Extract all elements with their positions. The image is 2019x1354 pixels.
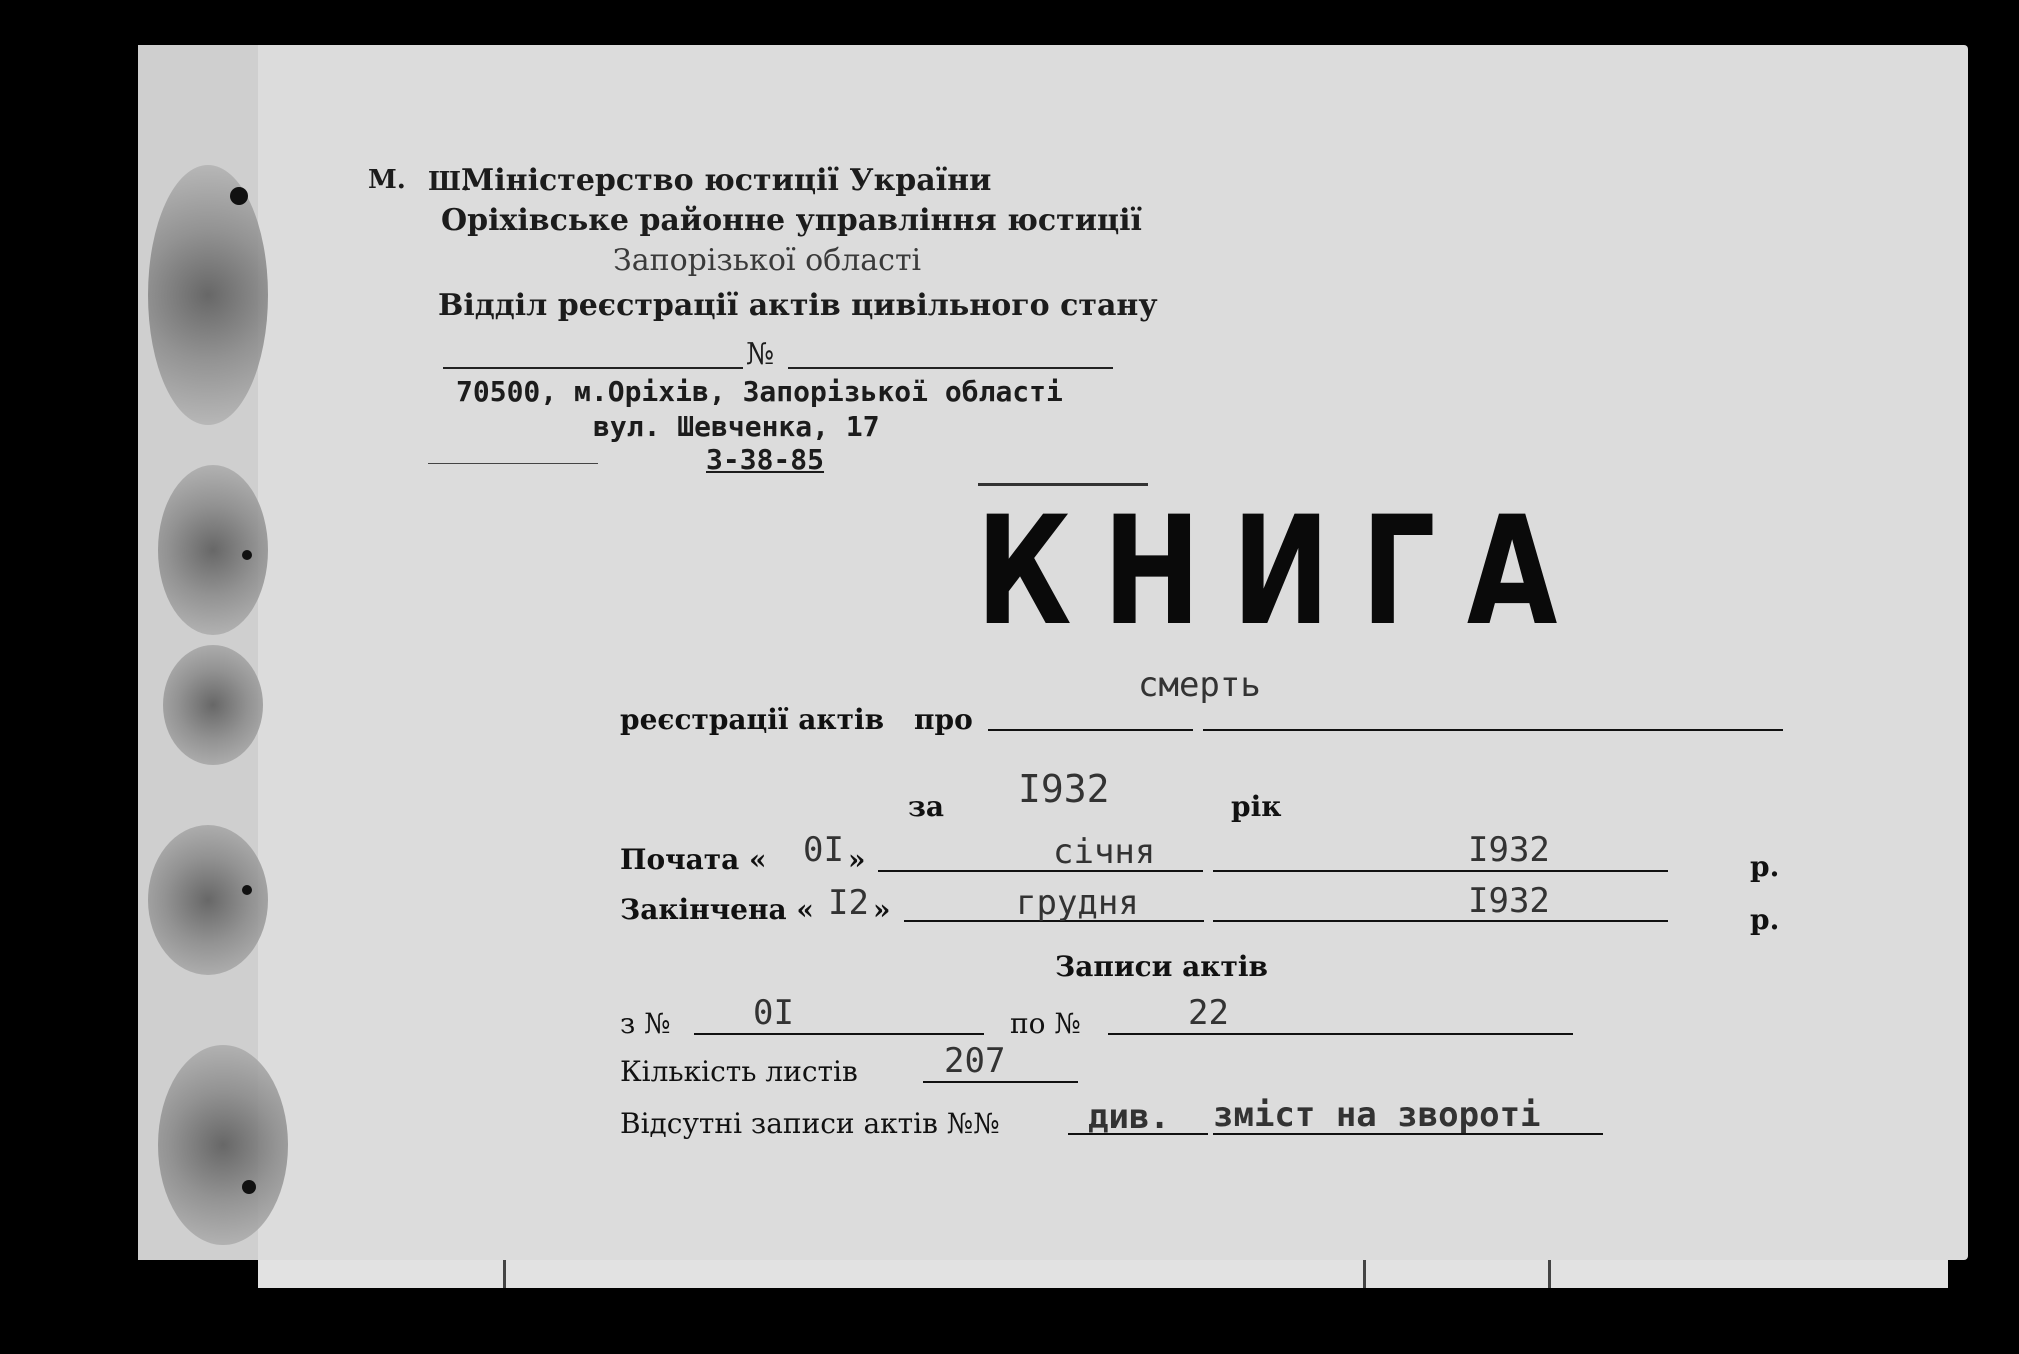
from-label: з №: [620, 1007, 671, 1040]
stamp-prefix-sh: Ш.: [428, 167, 471, 197]
missing-value-part1: див.: [1088, 1097, 1170, 1137]
from-value: 0I: [753, 993, 794, 1033]
stamp-prefix-m: М.: [368, 165, 406, 195]
started-year-abbr: р.: [1750, 850, 1780, 883]
binding-hole: [158, 465, 268, 635]
book-title: КНИГА: [976, 485, 1589, 659]
records-heading: Записи актів: [1055, 950, 1268, 983]
binding-hole: [148, 165, 268, 425]
stamp-number-sign: №: [746, 337, 775, 372]
started-close: »: [848, 843, 866, 876]
stamp-region: Запорізької області: [613, 243, 922, 278]
stamp-department: Оріхівське районне управління юстиції: [441, 203, 1142, 238]
stamp-address-line2: вул. Шевченка, 17: [593, 410, 880, 443]
document-page: [138, 45, 1968, 1260]
ended-year-abbr: р.: [1750, 903, 1780, 936]
binding-hole: [158, 1045, 288, 1245]
started-day: 0I: [803, 830, 844, 870]
started-label: Почата «: [620, 843, 767, 876]
ended-day: I2: [828, 883, 869, 923]
missing-label: Відсутні записи актів №№: [620, 1107, 1000, 1140]
stamp-address-line1: 70500, м.Оріхів, Запорізької області: [456, 375, 1063, 408]
ended-close: »: [873, 893, 891, 926]
about-label: про: [914, 703, 973, 736]
binding-hole: [148, 825, 268, 975]
registration-label: реєстрації актів: [620, 703, 885, 736]
stamp-ministry: Міністерство юстиції України: [461, 163, 992, 198]
started-year: I932: [1468, 830, 1550, 870]
sheets-value: 207: [944, 1041, 1006, 1081]
year-value: I932: [1018, 767, 1110, 811]
stamp-office: Відділ реєстрації актів цивільного стану: [438, 288, 1158, 323]
ended-month: грудня: [1016, 883, 1139, 923]
sheets-label: Кількість листів: [620, 1055, 858, 1088]
started-month: січня: [1053, 832, 1156, 872]
year-suffix: рік: [1231, 790, 1282, 823]
binding-hole: [163, 645, 263, 765]
missing-value-part2: зміст на звороті: [1213, 1095, 1541, 1135]
stamp-phone: 3-38-85: [706, 443, 825, 476]
for-label: за: [908, 790, 945, 823]
ended-label: Закінчена «: [620, 893, 814, 926]
about-value: смерть: [1138, 665, 1261, 705]
to-label: по №: [1010, 1007, 1081, 1040]
ended-year: I932: [1468, 881, 1550, 921]
to-value: 22: [1188, 993, 1229, 1033]
